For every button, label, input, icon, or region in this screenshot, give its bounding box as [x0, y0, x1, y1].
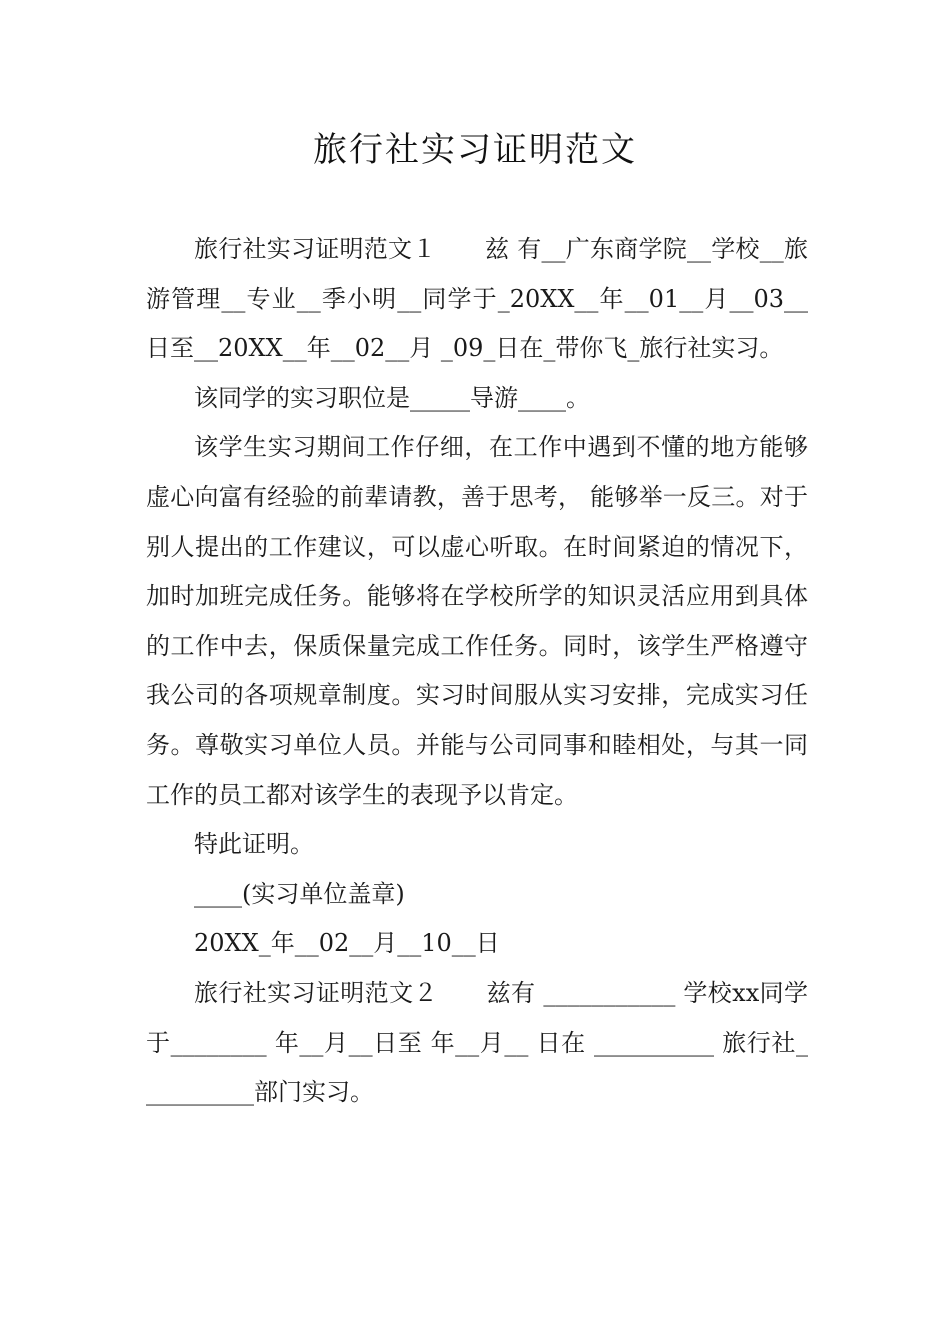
paragraph-sample-2-intro: 旅行社实习证明范文２ 兹有 ___________ 学校xx同学于________ 年__月__日至 年__月__ 日在 __________ 旅行社__________部门实习。: [146, 978, 808, 1107]
document-title: 旅行社实习证明范文: [313, 130, 637, 170]
paragraph-sample-1-intro: 旅行社实习证明范文１ 兹 有__广东商学院__学校__旅游管理__专业__季小明__同学于_20XX__年__01__月__03__日至__20XX__年__02__月 _09_日在_带你飞_旅行社实习。: [146, 235, 808, 363]
paragraph-seal: ____(实习单位盖章): [194, 879, 405, 908]
document-body: [146, 225, 808, 1118]
paragraph-position: 该同学的实习职位是_____导游____。: [194, 383, 590, 412]
paragraph-certify: 特此证明。: [194, 830, 314, 859]
paragraph-evaluation: 该学生实习期间工作仔细，在工作中遇到不懂的地方能够虚心向富有经验的前辈请教，善于思考， 能够举一反三。对于别人提出的工作建议，可以虚心听取。在时间紧迫的情况下，加时加班完成任务。能够将在学校所学的知识灵活应用到具体的工作中去，保质保量完成工作任务。同时，该学生严格遵守我公司的各项规章制度。实习时间服从实习安排，完成实习任务。尊敬实习单位人员。并能与公司同事和睦相处，与其一同工作的员工都对该学生的表现予以肯定。: [146, 433, 808, 809]
paragraph-date: 20XX_年__02__月__10__日: [194, 929, 500, 958]
